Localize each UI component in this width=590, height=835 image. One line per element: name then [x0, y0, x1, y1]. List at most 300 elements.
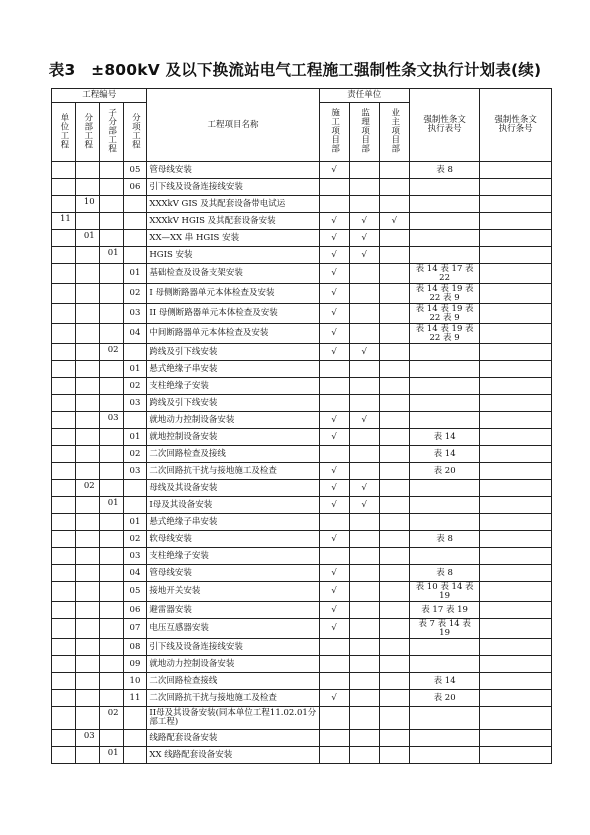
row-division-cell — [75, 284, 99, 304]
row-unit-cell — [52, 429, 76, 446]
table-row — [52, 747, 552, 764]
row-sub-division-cell — [99, 514, 123, 531]
row-unit-cell — [52, 284, 76, 304]
row-supervision-cell — [349, 361, 379, 378]
table-row — [52, 395, 552, 412]
table-row — [52, 196, 552, 213]
row-sub-division-cell — [99, 548, 123, 565]
row-clause-no-cell — [480, 690, 552, 707]
row-table-no-cell — [409, 230, 480, 247]
row-name-cell: 支柱绝缘子安装 — [147, 378, 319, 395]
row-construction-cell: √ — [319, 304, 349, 324]
row-sub-division-cell — [99, 619, 123, 639]
row-sub-division-cell: 01 — [99, 497, 123, 514]
table-row — [52, 284, 552, 304]
row-clause-no-cell — [480, 196, 552, 213]
row-item-cell — [123, 707, 147, 730]
row-item-cell: 06 — [123, 179, 147, 196]
row-division-cell — [75, 344, 99, 361]
row-unit-cell — [52, 344, 76, 361]
row-sub-division-cell — [99, 213, 123, 230]
row-table-no-cell — [409, 639, 480, 656]
row-unit-cell — [52, 196, 76, 213]
row-sub-division-cell — [99, 324, 123, 344]
row-name-cell: 跨线及引下线安装 — [147, 395, 319, 412]
row-clause-no-cell — [480, 707, 552, 730]
plan-table — [51, 88, 552, 764]
row-owner-cell — [379, 480, 409, 497]
row-table-no-cell — [409, 247, 480, 264]
row-item-cell: 04 — [123, 324, 147, 344]
row-table-no-cell: 表 20 — [409, 690, 480, 707]
row-item-cell: 05 — [123, 582, 147, 602]
row-name-cell: 接地开关安装 — [147, 582, 319, 602]
row-supervision-cell — [349, 264, 379, 284]
row-unit-cell — [52, 531, 76, 548]
row-owner-cell — [379, 378, 409, 395]
row-owner-cell — [379, 429, 409, 446]
row-construction-cell: √ — [319, 162, 349, 179]
row-clause-no-cell — [480, 582, 552, 602]
row-division-cell — [75, 673, 99, 690]
row-clause-no-cell — [480, 730, 552, 747]
table-row — [52, 230, 552, 247]
row-division-cell — [75, 514, 99, 531]
row-clause-no-cell — [480, 497, 552, 514]
row-sub-division-cell — [99, 639, 123, 656]
row-clause-no-cell — [480, 480, 552, 497]
row-supervision-cell — [349, 639, 379, 656]
row-name-cell: 基础检查及设备支架安装 — [147, 264, 319, 284]
row-unit-cell — [52, 162, 76, 179]
row-unit-cell — [52, 673, 76, 690]
row-construction-cell: √ — [319, 213, 349, 230]
row-owner-cell — [379, 514, 409, 531]
row-item-cell: 03 — [123, 395, 147, 412]
row-item-cell: 02 — [123, 446, 147, 463]
row-name-cell: 跨线及引下线安装 — [147, 344, 319, 361]
table-row — [52, 707, 552, 730]
row-construction-cell — [319, 747, 349, 764]
row-table-no-cell — [409, 361, 480, 378]
row-sub-division-cell — [99, 378, 123, 395]
row-construction-cell: √ — [319, 582, 349, 602]
row-supervision-cell — [349, 378, 379, 395]
row-table-no-cell: 表 7 表 14 表 19 — [409, 619, 480, 639]
table-row — [52, 412, 552, 429]
row-owner-cell — [379, 619, 409, 639]
row-supervision-cell — [349, 463, 379, 480]
row-unit-cell — [52, 582, 76, 602]
row-division-cell — [75, 747, 99, 764]
row-construction-cell — [319, 639, 349, 656]
header-item: 分项工程 — [123, 103, 147, 162]
row-sub-division-cell: 01 — [99, 747, 123, 764]
row-sub-division-cell — [99, 690, 123, 707]
row-owner-cell — [379, 602, 409, 619]
row-owner-cell — [379, 548, 409, 565]
row-name-cell: 电压互感器安装 — [147, 619, 319, 639]
row-division-cell — [75, 324, 99, 344]
row-table-no-cell: 表 14 表 19 表 22 表 9 — [409, 304, 480, 324]
row-name-cell: 线路配套设备安装 — [147, 730, 319, 747]
row-supervision-cell — [349, 304, 379, 324]
row-division-cell — [75, 497, 99, 514]
row-supervision-cell — [349, 602, 379, 619]
row-item-cell — [123, 230, 147, 247]
row-table-no-cell — [409, 548, 480, 565]
header-clause-no: 强制性条文执行条号 — [480, 89, 552, 162]
row-item-cell: 03 — [123, 304, 147, 324]
header-owner: 业主项目部 — [379, 103, 409, 162]
row-name-cell: 二次回路检查及接线 — [147, 446, 319, 463]
row-construction-cell — [319, 730, 349, 747]
row-item-cell: 02 — [123, 531, 147, 548]
row-supervision-cell — [349, 429, 379, 446]
row-unit-cell — [52, 395, 76, 412]
row-construction-cell — [319, 179, 349, 196]
table-row — [52, 213, 552, 230]
row-owner-cell — [379, 565, 409, 582]
row-supervision-cell — [349, 324, 379, 344]
row-name-cell: 就地动力控制设备安装 — [147, 412, 319, 429]
row-division-cell: 10 — [75, 196, 99, 213]
row-unit-cell — [52, 463, 76, 480]
header-division: 分部工程 — [75, 103, 99, 162]
row-table-no-cell: 表 14 — [409, 446, 480, 463]
row-clause-no-cell — [480, 412, 552, 429]
row-unit-cell — [52, 324, 76, 344]
row-item-cell — [123, 480, 147, 497]
row-construction-cell: √ — [319, 602, 349, 619]
row-division-cell — [75, 463, 99, 480]
row-sub-division-cell — [99, 673, 123, 690]
row-owner-cell — [379, 247, 409, 264]
row-table-no-cell: 表 14 表 17 表 22 — [409, 264, 480, 284]
row-clause-no-cell — [480, 429, 552, 446]
row-clause-no-cell — [480, 548, 552, 565]
row-table-no-cell — [409, 656, 480, 673]
row-name-cell: XXXkV GIS 及其配套设备带电试运 — [147, 196, 319, 213]
row-unit-cell — [52, 247, 76, 264]
row-sub-division-cell — [99, 730, 123, 747]
row-clause-no-cell — [480, 602, 552, 619]
row-sub-division-cell — [99, 602, 123, 619]
table-row — [52, 514, 552, 531]
row-construction-cell: √ — [319, 230, 349, 247]
row-clause-no-cell — [480, 284, 552, 304]
row-owner-cell — [379, 230, 409, 247]
row-name-cell: XX—XX 串 HGIS 安装 — [147, 230, 319, 247]
row-item-cell — [123, 497, 147, 514]
row-clause-no-cell — [480, 395, 552, 412]
row-name-cell: 悬式绝缘子串安装 — [147, 514, 319, 531]
row-table-no-cell — [409, 480, 480, 497]
row-supervision-cell — [349, 162, 379, 179]
row-item-cell: 03 — [123, 548, 147, 565]
row-clause-no-cell — [480, 747, 552, 764]
row-division-cell — [75, 247, 99, 264]
header-sub-division: 子分部工程 — [99, 103, 123, 162]
row-item-cell — [123, 196, 147, 213]
row-owner-cell — [379, 324, 409, 344]
row-name-cell: 悬式绝缘子串安装 — [147, 361, 319, 378]
row-owner-cell — [379, 463, 409, 480]
row-table-no-cell: 表 14 表 19 表 22 表 9 — [409, 324, 480, 344]
row-unit-cell — [52, 179, 76, 196]
row-table-no-cell: 表 14 表 19 表 22 表 9 — [409, 284, 480, 304]
row-division-cell — [75, 531, 99, 548]
row-sub-division-cell — [99, 395, 123, 412]
row-table-no-cell — [409, 344, 480, 361]
table-row — [52, 179, 552, 196]
row-unit-cell — [52, 378, 76, 395]
row-unit-cell — [52, 707, 76, 730]
row-name-cell: I 母侧断路器单元本体检查及安装 — [147, 284, 319, 304]
row-supervision-cell — [349, 531, 379, 548]
row-name-cell: XXXkV HGIS 及其配套设备安装 — [147, 213, 319, 230]
row-unit-cell — [52, 361, 76, 378]
row-item-cell: 08 — [123, 639, 147, 656]
row-supervision-cell: √ — [349, 213, 379, 230]
row-sub-division-cell: 01 — [99, 247, 123, 264]
row-construction-cell: √ — [319, 565, 349, 582]
table-row — [52, 582, 552, 602]
row-name-cell: 避雷器安装 — [147, 602, 319, 619]
row-table-no-cell — [409, 196, 480, 213]
row-sub-division-cell: 02 — [99, 707, 123, 730]
row-table-no-cell — [409, 497, 480, 514]
row-item-cell: 01 — [123, 429, 147, 446]
page-title: 表3 ±800kV 及以下换流站电气工程施工强制性条文执行计划表(续) — [48, 61, 542, 79]
row-item-cell: 03 — [123, 463, 147, 480]
table-row — [52, 446, 552, 463]
table-row — [52, 344, 552, 361]
row-owner-cell — [379, 304, 409, 324]
row-item-cell: 10 — [123, 673, 147, 690]
row-table-no-cell: 表 17 表 19 — [409, 602, 480, 619]
row-table-no-cell: 表 8 — [409, 565, 480, 582]
table-row — [52, 304, 552, 324]
row-name-cell: 中间断路器单元本体检查及安装 — [147, 324, 319, 344]
row-sub-division-cell — [99, 463, 123, 480]
row-table-no-cell: 表 10 表 14 表 19 — [409, 582, 480, 602]
header-responsible: 责任单位 — [319, 89, 409, 103]
row-table-no-cell: 表 14 — [409, 673, 480, 690]
table-row — [52, 639, 552, 656]
row-construction-cell — [319, 673, 349, 690]
row-sub-division-cell — [99, 656, 123, 673]
row-construction-cell: √ — [319, 429, 349, 446]
table-row — [52, 531, 552, 548]
row-division-cell — [75, 656, 99, 673]
row-owner-cell — [379, 690, 409, 707]
row-sub-division-cell — [99, 230, 123, 247]
row-clause-no-cell — [480, 673, 552, 690]
row-construction-cell: √ — [319, 284, 349, 304]
row-owner-cell: √ — [379, 213, 409, 230]
row-construction-cell — [319, 446, 349, 463]
row-division-cell — [75, 548, 99, 565]
row-supervision-cell — [349, 656, 379, 673]
row-name-cell: HGIS 安装 — [147, 247, 319, 264]
row-supervision-cell — [349, 548, 379, 565]
row-unit-cell — [52, 602, 76, 619]
row-name-cell: 管母线安装 — [147, 162, 319, 179]
row-clause-no-cell — [480, 179, 552, 196]
row-owner-cell — [379, 196, 409, 213]
row-owner-cell — [379, 412, 409, 429]
row-unit-cell — [52, 619, 76, 639]
row-sub-division-cell — [99, 480, 123, 497]
table-row — [52, 429, 552, 446]
row-table-no-cell — [409, 514, 480, 531]
row-supervision-cell — [349, 690, 379, 707]
table-row — [52, 565, 552, 582]
row-item-cell: 07 — [123, 619, 147, 639]
row-table-no-cell: 表 8 — [409, 162, 480, 179]
row-name-cell: 就地动力控制设备安装 — [147, 656, 319, 673]
row-division-cell — [75, 179, 99, 196]
row-clause-no-cell — [480, 344, 552, 361]
row-division-cell — [75, 264, 99, 284]
row-name-cell: II 母侧断路器单元本体检查及安装 — [147, 304, 319, 324]
row-item-cell — [123, 730, 147, 747]
row-clause-no-cell — [480, 230, 552, 247]
row-unit-cell — [52, 690, 76, 707]
row-unit-cell — [52, 480, 76, 497]
row-division-cell — [75, 412, 99, 429]
row-name-cell: 就地控制设备安装 — [147, 429, 319, 446]
row-construction-cell: √ — [319, 324, 349, 344]
row-construction-cell: √ — [319, 619, 349, 639]
row-construction-cell — [319, 656, 349, 673]
row-table-no-cell — [409, 747, 480, 764]
row-supervision-cell — [349, 565, 379, 582]
row-sub-division-cell — [99, 162, 123, 179]
row-unit-cell — [52, 730, 76, 747]
row-construction-cell — [319, 196, 349, 213]
row-name-cell: 二次回路检查接线 — [147, 673, 319, 690]
row-sub-division-cell — [99, 196, 123, 213]
table-row — [52, 264, 552, 284]
row-unit-cell: 11 — [52, 213, 76, 230]
row-item-cell: 06 — [123, 602, 147, 619]
row-table-no-cell: 表 14 — [409, 429, 480, 446]
row-clause-no-cell — [480, 514, 552, 531]
row-unit-cell — [52, 412, 76, 429]
row-owner-cell — [379, 446, 409, 463]
row-construction-cell: √ — [319, 412, 349, 429]
row-clause-no-cell — [480, 304, 552, 324]
row-clause-no-cell — [480, 213, 552, 230]
row-item-cell: 11 — [123, 690, 147, 707]
table-row — [52, 247, 552, 264]
table-row — [52, 730, 552, 747]
row-owner-cell — [379, 179, 409, 196]
table-row — [52, 497, 552, 514]
row-owner-cell — [379, 284, 409, 304]
row-item-cell: 01 — [123, 361, 147, 378]
row-supervision-cell — [349, 196, 379, 213]
row-unit-cell — [52, 514, 76, 531]
row-name-cell: 软母线安装 — [147, 531, 319, 548]
row-table-no-cell — [409, 707, 480, 730]
row-construction-cell: √ — [319, 497, 349, 514]
row-sub-division-cell — [99, 565, 123, 582]
table-row — [52, 656, 552, 673]
row-name-cell: 引下线及设备连接线安装 — [147, 179, 319, 196]
row-sub-division-cell: 02 — [99, 344, 123, 361]
row-construction-cell: √ — [319, 247, 349, 264]
row-table-no-cell — [409, 395, 480, 412]
row-unit-cell — [52, 230, 76, 247]
table-row — [52, 673, 552, 690]
table-body — [52, 162, 552, 764]
row-owner-cell — [379, 656, 409, 673]
row-supervision-cell: √ — [349, 247, 379, 264]
row-supervision-cell — [349, 179, 379, 196]
row-division-cell: 01 — [75, 230, 99, 247]
row-item-cell: 05 — [123, 162, 147, 179]
table-row — [52, 548, 552, 565]
row-item-cell: 02 — [123, 378, 147, 395]
row-clause-no-cell — [480, 247, 552, 264]
row-division-cell — [75, 395, 99, 412]
row-name-cell: XX 线路配套设备安装 — [147, 747, 319, 764]
table-row — [52, 463, 552, 480]
table-row — [52, 619, 552, 639]
row-clause-no-cell — [480, 324, 552, 344]
header-unit: 单位工程 — [52, 103, 76, 162]
row-division-cell — [75, 565, 99, 582]
row-table-no-cell — [409, 213, 480, 230]
row-clause-no-cell — [480, 639, 552, 656]
row-owner-cell — [379, 531, 409, 548]
table-row — [52, 602, 552, 619]
row-construction-cell — [319, 395, 349, 412]
row-name-cell: II母及其设备安装(同本单位工程11.02.01分部工程) — [147, 707, 319, 730]
row-supervision-cell: √ — [349, 497, 379, 514]
row-supervision-cell — [349, 747, 379, 764]
row-construction-cell — [319, 707, 349, 730]
row-owner-cell — [379, 162, 409, 179]
row-item-cell: 09 — [123, 656, 147, 673]
table-row — [52, 690, 552, 707]
row-construction-cell — [319, 378, 349, 395]
row-owner-cell — [379, 395, 409, 412]
row-clause-no-cell — [480, 463, 552, 480]
header-construction: 施工项目部 — [319, 103, 349, 162]
row-supervision-cell: √ — [349, 230, 379, 247]
row-table-no-cell: 表 20 — [409, 463, 480, 480]
row-supervision-cell — [349, 673, 379, 690]
row-owner-cell — [379, 747, 409, 764]
row-division-cell — [75, 602, 99, 619]
row-item-cell: 01 — [123, 514, 147, 531]
row-supervision-cell: √ — [349, 344, 379, 361]
row-division-cell — [75, 690, 99, 707]
row-sub-division-cell — [99, 429, 123, 446]
row-sub-division-cell — [99, 264, 123, 284]
row-owner-cell — [379, 730, 409, 747]
table-row — [52, 162, 552, 179]
row-division-cell: 03 — [75, 730, 99, 747]
row-unit-cell — [52, 497, 76, 514]
header-name: 工程项目名称 — [147, 89, 319, 162]
row-supervision-cell — [349, 446, 379, 463]
row-item-cell — [123, 412, 147, 429]
